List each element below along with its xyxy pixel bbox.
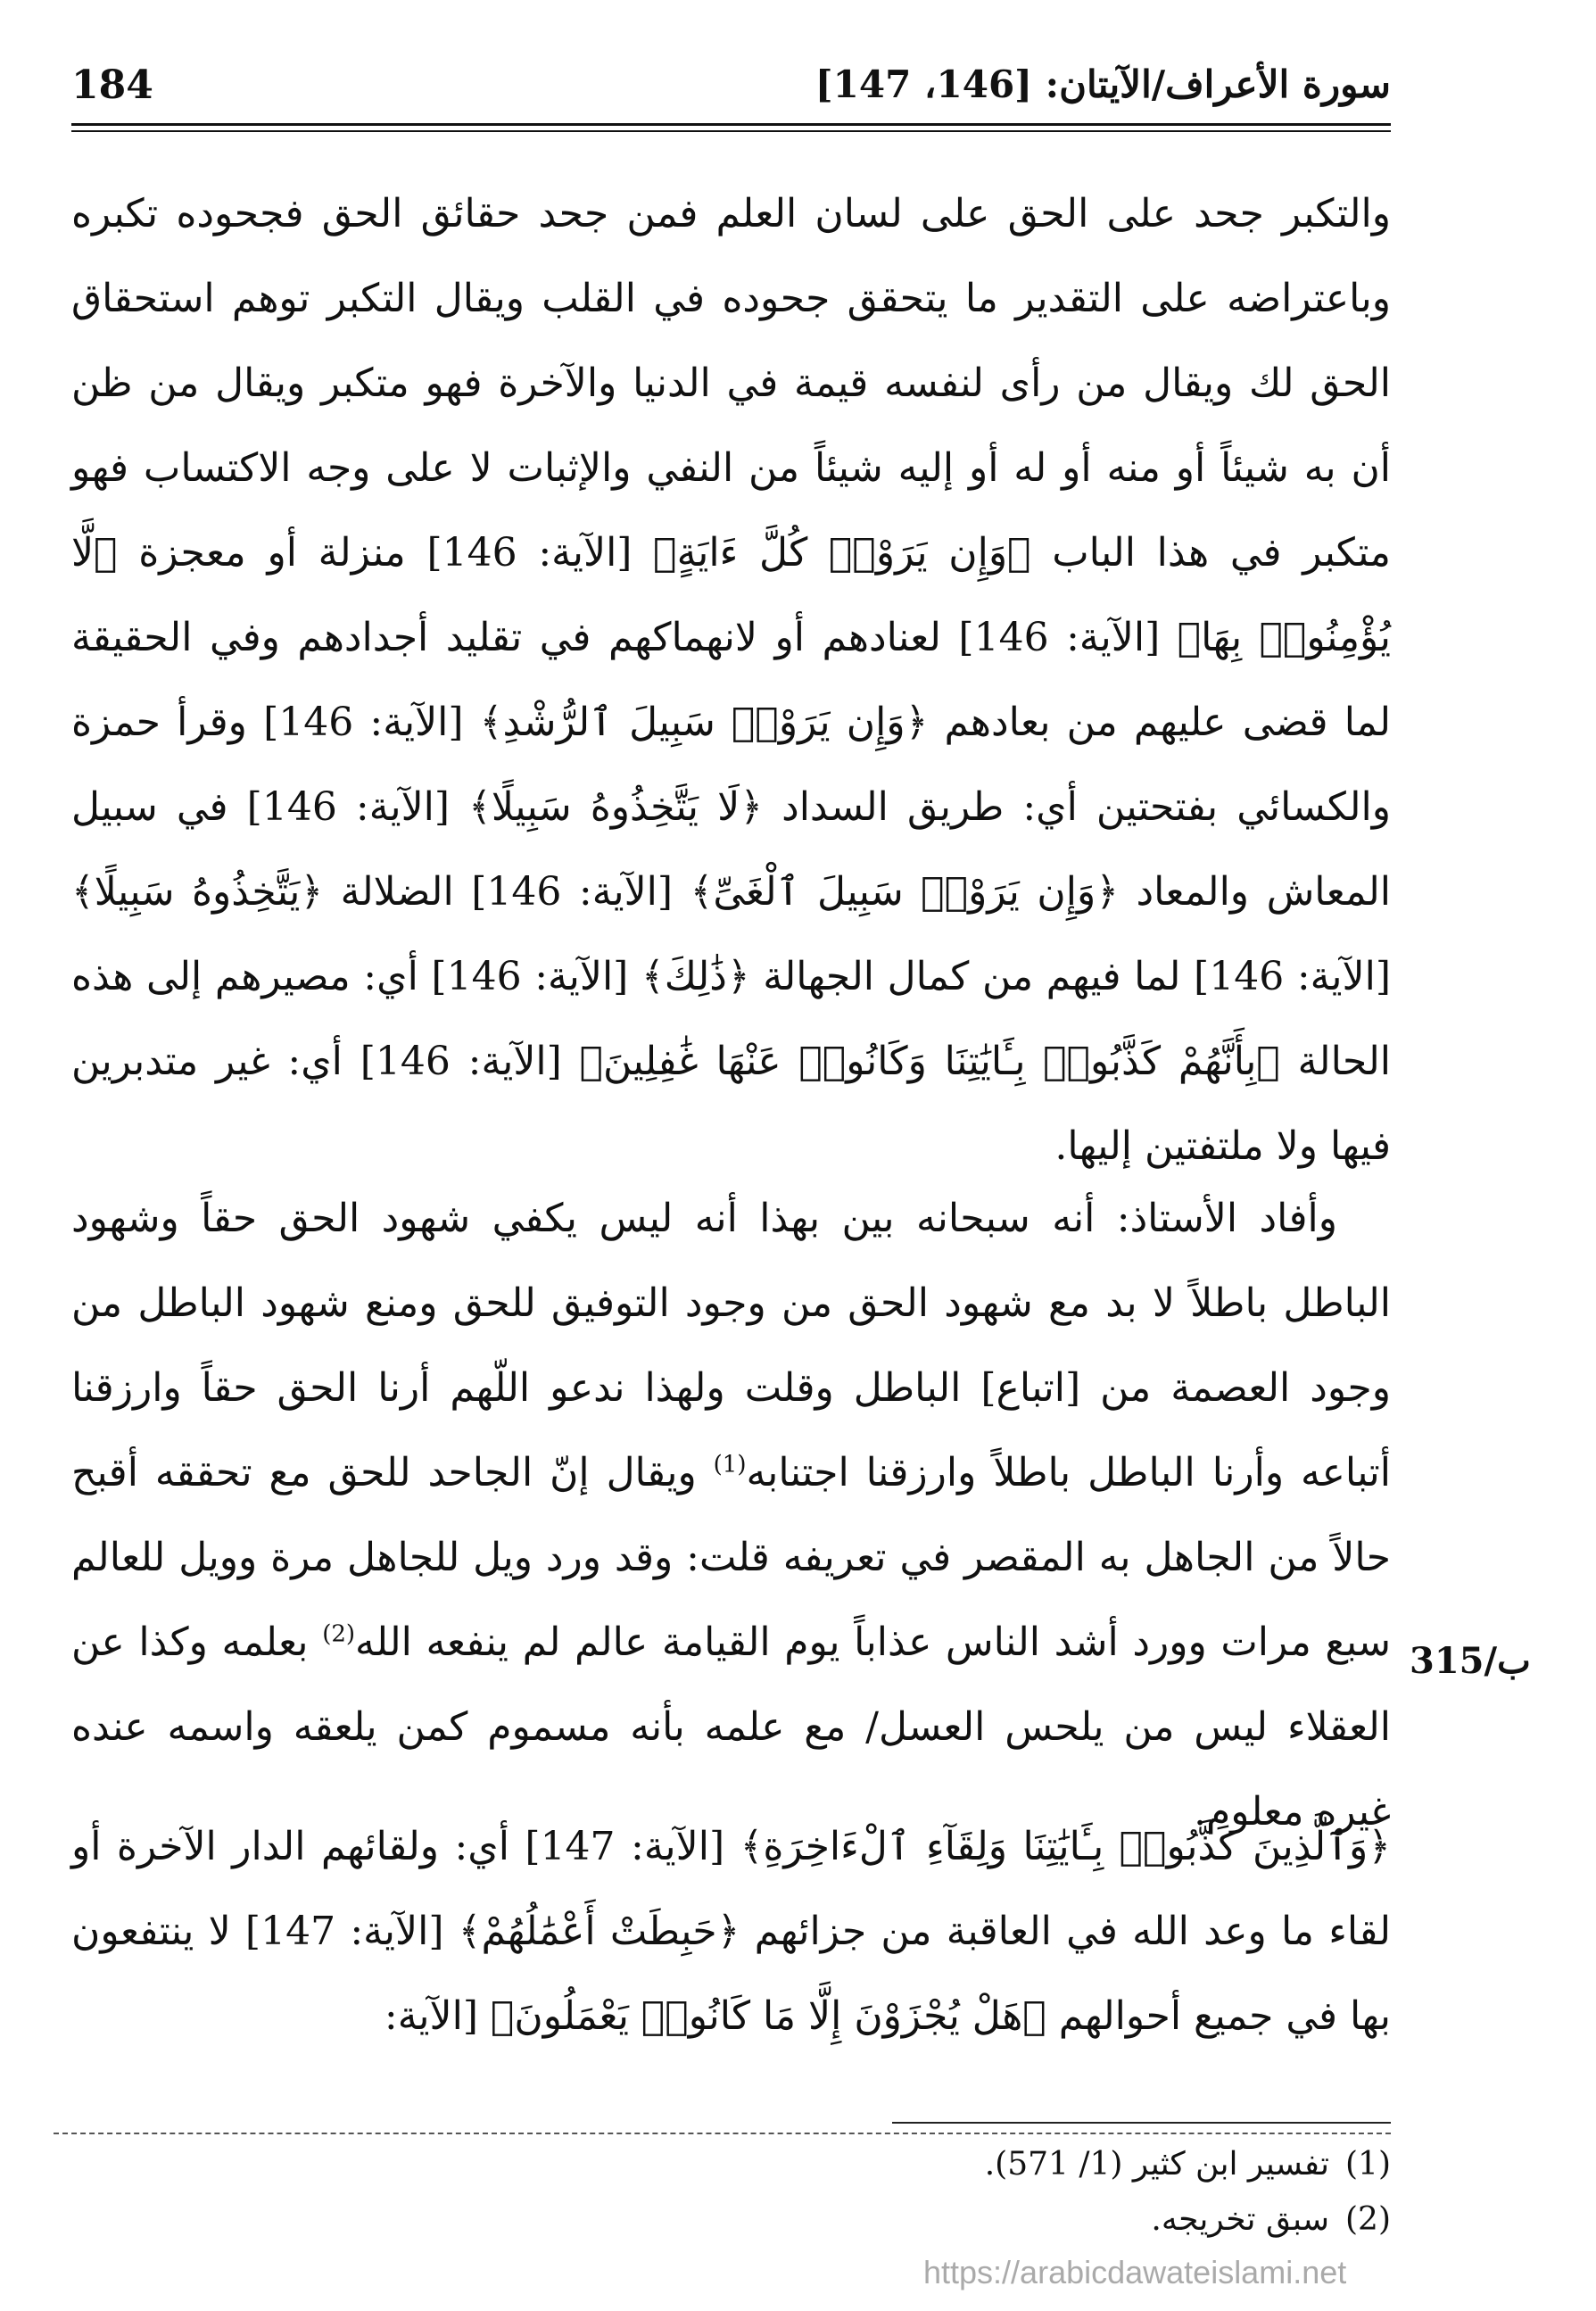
paragraph-2-text-c: بعلمه وكذا عن العقلاء ليس من يلحس العسل/ مع علمه بأنه مسموم كمن يلعقه واسمه عنده غيره معلوم. <box>71 1619 1391 1835</box>
paragraph-2-text-a: وأفاد الأستاذ: أنه سبحانه بين بهذا أنه ليس يكفي شهود الحق حقاً وشهود الباطل باطلاً لا بد مع شهود الحق من وجود التوفيق للحق ومنع شهود الباطل من وجود العصمة من [اتباع] الباطل وقلت ولهذا ندعو اللّهم أرنا الحق حقاً وارزقنا أتباعه وأرنا الباطل باطلاً وارزقنا اجتنابه <box>71 1196 1391 1495</box>
footnote-ref-1: (1) <box>713 1451 747 1479</box>
footnotes <box>588 2137 1391 2248</box>
paragraph-1: والتكبر جحد على الحق على لسان العلم فمن جحد حقائق الحق فجحوده تكبره وباعتراضه على التقدير ما يتحقق جحوده في القلب ويقال التكبر توهم استحقاق الحق لك ويقال من رأى لنفسه قيمة في الدنيا والآخرة فهو متكبر ويقال من ظن أن به شيئاً أو منه أو له أو إليه شيئاً من النفي والإثبات لا على وجه الاكتساب فهو متكبر في هذا الباب ﴿وَإِن يَرَوْا۟ كُلَّ ءَايَةٍ﴾ [الآية: 146] منزلة أو معجزة ﴿لَّا يُؤْمِنُوا۟ بِهَا﴾ [الآية: 146] لعنادهم أو لانهماكهم في تقليد أجدادهم وفي الحقيقة لما قضى عليهم من بعادهم ﴿وَإِن يَرَوْا۟ سَبِيلَ ٱلرُّشْدِ﴾ [الآية: 146] وقرأ حمزة والكسائي بفتحتين أي: طريق السداد ﴿لَا يَتَّخِذُوهُ سَبِيلًا﴾ [الآية: 146] في سبيل المعاش والمعاد ﴿وَإِن يَرَوْا۟ سَبِيلَ ٱلْغَىِّ﴾ [الآية: 146] الضلالة ﴿يَتَّخِذُوهُ سَبِيلًا﴾ [الآية: 146] لما فيهم من كمال الجهالة ﴿ذَٰلِكَ﴾ [الآية: 146] أي: مصيرهم إلى هذه الحالة ﴿بِأَنَّهُمْ كَذَّبُوا۟ بِـَٔايَٰتِنَا وَكَانُوا۟ عَنْهَا غَٰفِلِينَ﴾ [الآية: 146] أي: غير متدبرين فيها ولا ملتفتين إليها. <box>71 191 1392 1169</box>
footnote-1 <box>588 2137 1391 2192</box>
footnote-text: سبق تخريجه. <box>1151 2201 1329 2238</box>
footnote-separator-dashed <box>54 2133 1391 2134</box>
footnote-number: (1) <box>1345 2146 1391 2183</box>
page-number: 184 <box>71 62 153 108</box>
footnote-text: تفسير ابن كثير (1/ 571). <box>984 2146 1329 2183</box>
watermark-url: https://arabicdawateislami.net <box>923 2254 1347 2290</box>
paragraph-2 <box>71 1176 1391 1854</box>
main-text <box>71 0 1391 2124</box>
footnote-number: (2) <box>1345 2201 1391 2238</box>
manuscript-folio-note: 315/ب <box>1410 1640 1531 1682</box>
paragraph-2-text-b: ويقال إنّ الجاحد للحق مع تحققه أقبح حالاً من الجاهل به المقصر في تعريفه قلت: وقد ورد ويل للجاهل مرة وويل للعالم سبع مرات وورد أشد الناس عذاباً يوم القيامة عالم لم ينفعه الله <box>71 1450 1391 1665</box>
footnote-ref-2: (2) <box>322 1620 356 1648</box>
running-title: سورة الأعراف/الآيتان: [146، 147] <box>815 62 1391 106</box>
paragraph-3: ﴿وَٱلَّذِينَ كَذَّبُوا۟ بِـَٔايَٰتِنَا وَلِقَآءِ ٱلْءَاخِرَةِ﴾ [الآية: 147] أي: ولقائهم الدار الآخرة أو لقاء ما وعد الله في العاقبة من جزائهم ﴿حَبِطَتْ أَعْمَٰلُهُمْ﴾ [الآية: 147] لا ينتفعون بها في جميع أحوالهم ﴿هَلْ يُجْزَوْنَ إِلَّا مَا كَانُوا۟ يَعْمَلُونَ﴾ [الآية: <box>71 1824 1392 2039</box>
footnote-separator <box>892 2122 1391 2124</box>
footnote-2 <box>588 2192 1391 2248</box>
